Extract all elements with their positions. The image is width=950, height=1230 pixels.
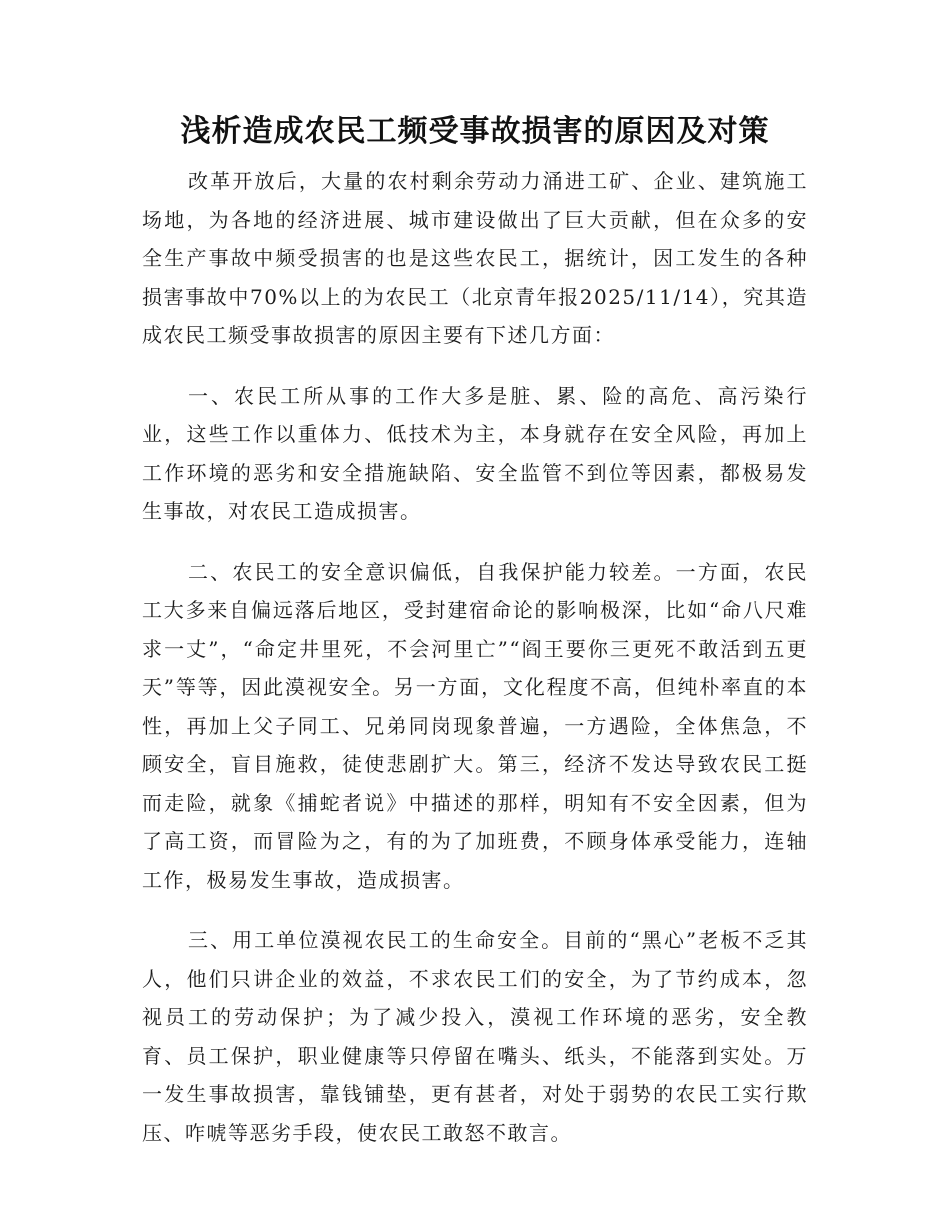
reason-one-paragraph: 一、农民工所从事的工作大多是脏、累、险的高危、高污染行业，这些工作以重体力、低技术为主，本身就存在安全风险，再加上工作环境的恶劣和安全措施缺陷、安全监管不到位等因素，都极易发生事故，对农民工造成损害。	[142, 383, 808, 523]
intro-paragraph: 改革开放后，大量的农村剩余劳动力涌进工矿、企业、建筑施工场地，为各地的经济进展、城市建设做出了巨大贡献，但在众多的安全生产事故中频受损害的也是这些农民工，据统计，因工发生的各种损害事故中70%以上的为农民工（北京青年报2025/11/14），究其造成农民工频受事故损害的原因主要有下述几方面：	[142, 169, 808, 347]
reason-three-paragraph: 三、用工单位漠视农民工的生命安全。目前的“黑心”老板不乏其人，他们只讲企业的效益，不求农民工们的安全，为了节约成本，忽视员工的劳动保护；为了减少投入，漠视工作环境的恶劣，安全教育、员工保护，职业健康等只停留在嘴头、纸头，不能落到实处。万一发生事故损害，靠钱铺垫，更有甚者，对处于弱势的农民工实行欺压、咋唬等恶劣手段，使农民工敢怒不敢言。	[142, 928, 808, 1145]
document-title: 浅析造成农民工频受事故损害的原因及对策	[180, 114, 770, 149]
document-body	[142, 162, 808, 1152]
reason-two-paragraph: 二、农民工的安全意识偏低，自我保护能力较差。一方面，农民工大多来自偏远落后地区，受封建宿命论的影响极深，比如“命八尺难求一丈”，“命定井里死，不会河里亡”“阎王要你三更死不敢活到五更天”等等，因此漠视安全。另一方面，文化程度不高，但纯朴率直的本性，再加上父子同工、兄弟同岗现象普遍，一方遇险，全体焦急，不顾安全，盲目施救，徒使悲剧扩大。第三，经济不发达导致农民工挺而走险，就象《捕蛇者说》中描述的那样，明知有不安全因素，但为了高工资，而冒险为之，有的为了加班费，不顾身体承受能力，连轴工作，极易发生事故，造成损害。	[142, 559, 808, 892]
